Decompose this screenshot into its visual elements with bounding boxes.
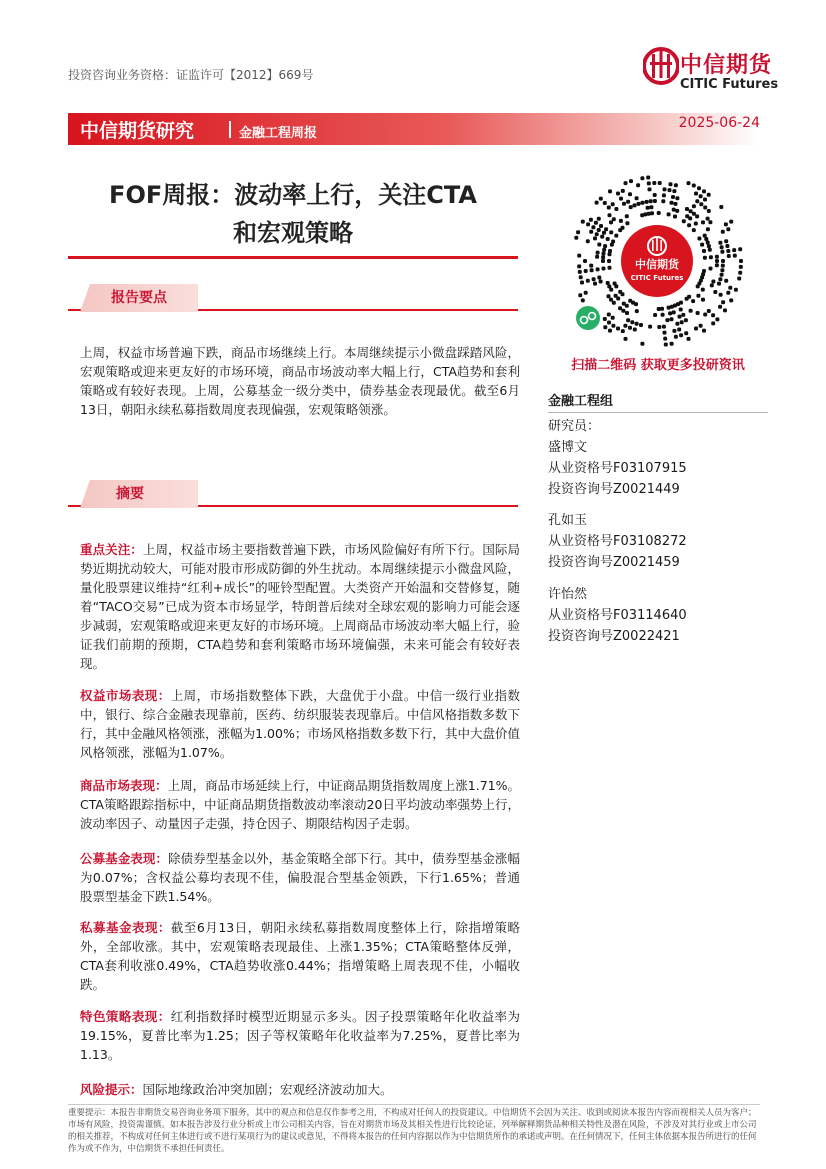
summary-item-focus — [80, 540, 520, 673]
summary-lead: 重点关注： — [80, 542, 143, 557]
summary-body: 除债券型基金以外，基金策略全部下行。其中，债券型基金涨幅为0.07%；含权益公募均表现不佳，偏股混合型基金领跌，下行1.65%；普通股票型基金下跌1.54%。 — [80, 851, 520, 904]
summary-body: 上周，商品市场延续上行，中证商品期货指数周度上涨1.71%。CTA策略跟踪指标中，中证商品期货指数波动率滚动20日平均波动率强势上行，波动率因子、动量因子走强，持仓因子、期限结构因子走弱。 — [80, 778, 520, 831]
summary-body: 上周，权益市场主要指数普遍下跌，市场风险偏好有所下行。国际局势近期扰动较大，可能对股市形成防御的外生扰动。本周继续提示小微盘风险，量化股票建议维持“红利+成长”的哑铃型配置。大类资产开始温和交替修复，随着“TACO交易”已成为资本市场显学，特朗普后续对全球宏观的影响力可能会逐步减弱，宏观策略或迎来更友好的市场环境。上周商品市场波动率大幅上行，验证我们前期的预期，CTA趋势和套利策略市场环境偏强，未来可能会有较好表现。 — [80, 542, 520, 671]
summary-lead: 权益市场表现： — [80, 688, 171, 703]
summary-lead: 私募基金表现： — [80, 920, 171, 935]
researcher-name: 盛博文 — [548, 440, 588, 455]
footer-disclaimer: 重要提示：本报告非期货交易咨询业务项下服务，其中的观点和信息仅作参考之用，不构成对任何人的投资建议。中信期货不会因为关注、收到或阅读本报告内容而视相关人员为客户；市场有风险，投资需谨慎。如本报告涉及行业分析或上市公司相关内容，旨在对期货市场及其相关性进行比较论证，列举解释期货品种相关特性及潜在风险，不涉及对其行业或上市公司的相关推荐，不构成对任何主体进行或不进行某项行为的建议或意见，不得将本报告的任何内容据以作为中信期货所作的承诺或声明。在任何情况下，任何主体依据本报告所进行的任何作为或不作为，中信期货不承担任何责任。 — [68, 1108, 757, 1154]
researchers-label: 研究员： — [548, 419, 601, 434]
summary-lead: 公募基金表现： — [80, 851, 169, 866]
summary-item-commodity — [80, 776, 520, 833]
summary-body: 国际地缘政治冲突加剧；宏观经济波动加大。 — [142, 1082, 393, 1097]
researcher-license: 从业资格号F03114640 — [548, 608, 687, 623]
qr-caption: 扫描二维码 获取更多投研资讯 — [571, 358, 745, 373]
researcher-block — [548, 510, 687, 573]
summary-body: 截至6月13日，朝阳永续私募指数周度整体上行，除指增策略外，全部收涨。其中，宏观策略表现最佳、上涨1.35%；CTA策略整体反弹，CTA套利收涨0.49%，CTA趋势收涨0.44%；指增策略上周表现不佳，小幅收跌。 — [80, 920, 520, 992]
researcher-name: 孔如玉 — [548, 513, 588, 528]
logo-text-en: CITIC Futures — [680, 77, 779, 92]
title-rule — [68, 256, 518, 259]
summary-lead: 商品市场表现： — [80, 778, 168, 793]
summary-lead: 风险提示： — [80, 1082, 143, 1097]
logo-text-cn: 中信期货 — [680, 53, 773, 78]
summary-body: 红利指数择时模型近期显示多头。因子投票策略年化收益率为19.15%，夏普比率为1.25；因子等权策略年化收益率为7.25%，夏普比率为1.13。 — [80, 1009, 520, 1062]
researcher-license: 从业资格号F03108272 — [548, 534, 687, 549]
summary-lead: 特色策略表现： — [80, 1009, 171, 1024]
qr-logo-cn: 中信期货 — [635, 258, 679, 271]
qr-logo-en: CITIC Futures — [630, 274, 684, 282]
team-name: 金融工程组 — [548, 394, 614, 409]
citic-logo-icon — [643, 44, 679, 88]
report-title-line2: 和宏观策略 — [233, 219, 353, 247]
summary-item-risk — [80, 1080, 520, 1099]
summary-item-special-strategy — [80, 1007, 520, 1064]
researcher-consult: 投资咨询号Z0022421 — [548, 629, 680, 644]
report-title-line1: FOF周报：波动率上行，关注CTA — [109, 181, 477, 209]
banner-title: 中信期货研究 — [80, 120, 195, 142]
researcher-block — [548, 584, 687, 647]
report-title — [68, 176, 518, 252]
mini-program-icon — [576, 306, 600, 330]
summary-label: 摘要 — [116, 486, 144, 502]
researcher-consult: 投资咨询号Z0021459 — [548, 555, 680, 570]
qr-code[interactable] — [566, 170, 748, 352]
summary-item-equity — [80, 686, 520, 762]
researcher-license: 从业资格号F03107915 — [548, 461, 687, 476]
banner-separator — [229, 121, 231, 138]
key-points-text: 上周，权益市场普遍下跌，商品市场继续上行。本周继续提示小微盘踩踏风险，宏观策略或迎来更友好的市场环境，商品市场波动率大幅上行，CTA趋势和套利策略或有较好表现。上周，公募基金一级分类中，债券基金表现最优。截至6月13日，朝阳永续私募指数周度表现偏强，宏观策略领涨。 — [80, 345, 520, 417]
summary-item-public-funds — [80, 849, 520, 906]
key-points-label: 报告要点 — [111, 290, 167, 306]
researcher-name: 许怡然 — [548, 587, 588, 602]
qualification-text: 投资咨询业务资格：证监许可【2012】669号 — [68, 68, 314, 82]
report-date: 2025-06-24 — [678, 115, 760, 131]
team-rule — [548, 412, 768, 413]
summary-body: 上周，市场指数整体下跌，大盘优于小盘。中信一级行业指数中，银行、综合金融表现靠前，医药、纺织服装表现靠后。中信风格指数多数下行，其中金融风格领涨，涨幅为1.00%；市场风格指数多数下行，其中大盘价值风格领涨，涨幅为1.07%。 — [80, 688, 520, 760]
banner-subtitle: 金融工程周报 — [239, 126, 318, 141]
researcher-consult: 投资咨询号Z0021449 — [548, 482, 680, 497]
summary-item-private-funds — [80, 918, 520, 994]
footer-rule — [68, 1104, 760, 1105]
researcher-block — [548, 416, 687, 500]
